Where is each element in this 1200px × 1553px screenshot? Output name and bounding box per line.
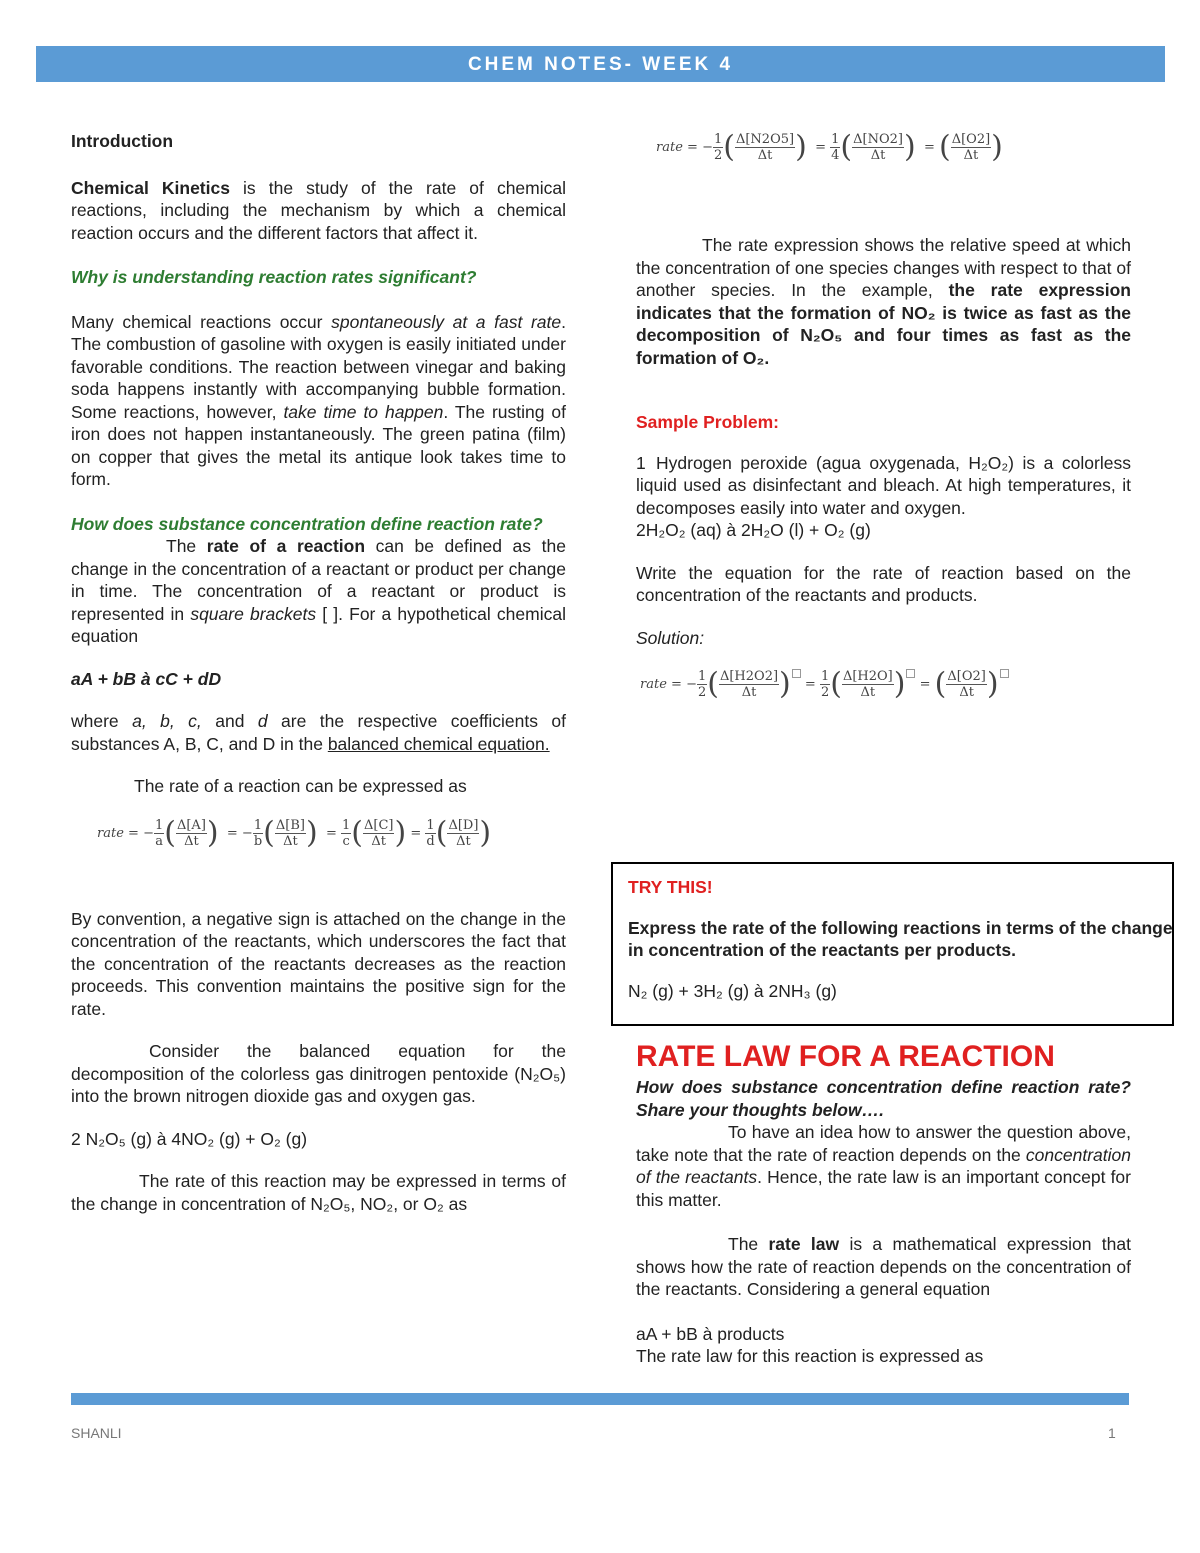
- fraction: [951, 132, 991, 163]
- numerator: 1: [426, 817, 435, 833]
- decomposition-paragraph: Consider the balanced equation for the decomposition of the colorless gas dinitrogen pentoxide (N₂O₅) into the brown nitrogen dioxide gas and oxygen gas.: [71, 1041, 566, 1106]
- rate-expressed-intro: The rate of a reaction can be expressed as: [134, 776, 467, 796]
- rate-law-expressed: The rate law for this reaction is expressed as: [636, 1346, 984, 1366]
- general-rate-formula: rate = − $\frac{1}{a}$ ( $\frac{\Delta[A]}{\Delta t}$ ) = − $\frac{1}{b}$ ( $\frac{\Delta[B]}{\Delta t}$ ) = $\frac{1}{c}$ ( $\frac{\Delta[C]}{\Delta t}$ ) = $\frac{1}{d}$ ( $\frac{\Delta[D]}{\Delta t}$ ): [97, 814, 492, 850]
- footer-divider: [71, 1393, 1129, 1405]
- text: is a mathematical expression that shows how the rate of reaction depends on the concentration of the reactants. Considering a general equation: [636, 1234, 1131, 1299]
- emphasis: take time to happen: [283, 401, 444, 422]
- rate-law-definition-paragraph: [636, 1233, 1131, 1301]
- denominator: 2: [697, 685, 707, 700]
- general-equation: aA + bB à cC + dD: [71, 668, 222, 689]
- fraction: [341, 818, 351, 849]
- rate-law-equation: aA + bB à products: [636, 1323, 785, 1344]
- placeholder-box: [1000, 669, 1009, 678]
- equals-sign: =: [923, 140, 935, 155]
- placeholder-box: [906, 669, 915, 678]
- fraction: [176, 818, 207, 849]
- denominator: 4: [831, 148, 840, 163]
- bold-term: rate of a reaction: [206, 536, 366, 556]
- emphasis: a, b, c,: [132, 711, 202, 731]
- text: To have an idea how to answer the question above, take note that the rate of reaction depends on the: [636, 1122, 1131, 1165]
- numerator: Δ[B]: [275, 817, 305, 833]
- fraction: [820, 669, 830, 700]
- fraction: [253, 818, 263, 849]
- equals-sign: =: [325, 825, 337, 841]
- kinetics-definition: is the study of the rate of chemical reactions, including the mechanism by which a chemical reaction occurs and the different factors that affect it.: [71, 177, 566, 243]
- equals-sign: =: [815, 140, 826, 155]
- h2o2-rate-formula: rate = − $\frac{1}{2}$ ( $\frac{\Delta[H2O2]}{\Delta t}$ ) = $\frac{1}{2}$ ( $\frac{\Delta[H2O]}{\Delta t}$ ) = ( $\frac{\Delta[O2]}{\Delta t}$ ): [636, 669, 1131, 729]
- text: Many chemical reactions occur: [71, 311, 332, 332]
- minus-sign: −: [143, 825, 154, 841]
- n2o5-equation: 2 N₂O₅ (g) à 4NO₂ (g) + O₂ (g): [71, 1128, 308, 1149]
- fraction: [852, 132, 904, 163]
- rate-label: rate =: [97, 825, 139, 841]
- numerator: Δ[H2O2]: [719, 669, 779, 684]
- fraction: [425, 818, 435, 849]
- emphasis: d: [257, 711, 268, 731]
- minus-sign: −: [702, 140, 713, 155]
- equals-sign: =: [410, 825, 422, 841]
- rate-law-heading: RATE LAW FOR A REACTION: [636, 1040, 1055, 1073]
- page-number: 1: [1108, 1425, 1116, 1441]
- fraction: [946, 669, 986, 700]
- problem-number: 1: [636, 452, 646, 473]
- numerator: Δ[D]: [448, 817, 479, 833]
- text: . Hence, the rate law is an important concept for this matter.: [636, 1167, 1131, 1210]
- try-this-title: TRY THIS!: [628, 877, 713, 897]
- relative-speed-paragraph: [636, 234, 1131, 369]
- fraction: [842, 669, 894, 700]
- kinetics-paragraph: [71, 177, 566, 245]
- denominator: Δt: [860, 685, 876, 700]
- denominator: Δt: [959, 685, 974, 700]
- question-concentration: How does substance concentration define reaction rate?: [71, 513, 543, 534]
- right-column: [636, 130, 1131, 729]
- equals-sign: =: [226, 825, 238, 841]
- fraction: [447, 818, 479, 849]
- numerator: Δ[A]: [176, 817, 206, 833]
- numerator: 1: [253, 817, 263, 833]
- try-this-instruction: Express the rate of the following reactions in terms of the change in concentration of the reactants per products.: [628, 917, 1173, 960]
- emphasis: concentration of the reactants: [636, 1144, 1131, 1187]
- rate-label: rate =: [640, 677, 682, 692]
- numerator: Δ[O2]: [947, 669, 986, 684]
- reaction-examples-paragraph: [71, 311, 566, 491]
- denominator: Δt: [870, 148, 886, 163]
- text: where: [71, 711, 133, 731]
- denominator: Δt: [371, 833, 387, 849]
- rate-definition-paragraph: [71, 535, 566, 648]
- fraction: [830, 132, 840, 163]
- underlined-term: balanced chemical equation.: [327, 733, 550, 754]
- numerator: Δ[O2]: [951, 132, 991, 147]
- kinetics-term: Chemical Kinetics: [71, 177, 230, 198]
- fraction: [697, 669, 707, 700]
- fraction: [275, 818, 306, 849]
- bold-term: rate law: [768, 1234, 840, 1254]
- numerator: 1: [697, 669, 707, 684]
- numerator: 1: [154, 817, 164, 833]
- equals-sign: =: [919, 677, 931, 692]
- denominator: b: [253, 833, 263, 849]
- numerator: Δ[NO2]: [853, 132, 903, 147]
- emphasis: spontaneously at a fast rate: [331, 311, 562, 332]
- sample-problem-heading: Sample Problem:: [636, 412, 779, 432]
- text: and: [201, 711, 258, 731]
- numerator: 1: [820, 669, 830, 684]
- rate-law-section: [636, 1076, 1131, 1368]
- left-column: [71, 130, 566, 1215]
- minus-sign: −: [686, 677, 697, 692]
- intro-heading: Introduction: [71, 131, 174, 151]
- question-reaction-rates: Why is understanding reaction rates significant?: [71, 267, 477, 287]
- denominator: 2: [820, 685, 830, 700]
- coefficients-paragraph: [71, 710, 566, 755]
- numerator: 1: [342, 817, 351, 833]
- numerator: Δ[N2O5]: [735, 132, 795, 147]
- denominator: 2: [713, 148, 723, 163]
- placeholder-box: [792, 669, 801, 678]
- rate-terms-paragraph: The rate of this reaction may be expressed in terms of the change in concentration of N₂O₅, NO₂, or O₂ as: [71, 1171, 566, 1214]
- h2o2-equation: 2H₂O₂ (aq) à 2H₂O (l) + O₂ (g): [636, 520, 871, 540]
- text: . The rusting of iron does not happen instantaneously. The green patina (film) on copper that gives the metal its antique look takes time to form.: [71, 401, 566, 489]
- numerator: 1: [713, 132, 723, 147]
- emphasis: square brackets: [190, 603, 317, 624]
- numerator: Δ[H2O]: [842, 669, 893, 684]
- n2o5-rate-formula: rate = − $\frac{1}{2}$ ( $\frac{\Delta[N2O5]}{\Delta t}$ ) = $\frac{1}{4}$ ( $\frac{\Delta[NO2]}{\Delta t}$ ) = ( $\frac{\Delta[O2]}{\Delta t}$ ): [656, 129, 1003, 165]
- text: are the respective coefficients of substances A, B, C, and D in the: [71, 711, 566, 754]
- problem-text: [636, 452, 1131, 520]
- rate-law-question: How does substance concentration define reaction rate? Share your thoughts below….: [636, 1077, 1131, 1120]
- numerator: 1: [831, 132, 840, 147]
- denominator: Δt: [184, 833, 199, 849]
- try-this-box: [611, 862, 1174, 1026]
- fraction: [735, 132, 795, 163]
- convention-paragraph: By convention, a negative sign is attached on the change in the concentration of the reactants, which underscores the fact that the concentration of the reactants decreases as the reaction proceeds. This convention maintains the positive sign for the rate.: [71, 908, 566, 1019]
- sample-problem-item: [636, 452, 1131, 520]
- fraction: [719, 669, 779, 700]
- text: Hydrogen peroxide (agua oxygenada, H₂O₂) is a colorless liquid used as disinfectant and bleach. At high temperatures, it decomposes easily into water and oxygen.: [636, 452, 1131, 518]
- write-equation-instruction: Write the equation for the rate of reaction based on the concentration of the reactants and products.: [636, 562, 1131, 605]
- denominator: a: [155, 833, 163, 849]
- rate-label: rate =: [656, 140, 698, 155]
- text: [ ]. For a hypothetical chemical equation: [71, 603, 566, 646]
- text: . The combustion of gasoline with oxygen is easily initiated under favorable conditions. The reaction between vinegar and baking soda happens instantly with accompanying bubble formation. Some reactions, however,: [71, 311, 566, 422]
- denominator: Δt: [757, 148, 773, 163]
- text: can be defined as the change in the concentration of a reactant or product per change in time. The concentration of a reactant or product is represented in: [71, 536, 566, 624]
- minus-sign: −: [241, 825, 253, 841]
- denominator: d: [426, 833, 435, 849]
- fraction: [363, 818, 394, 849]
- denominator: Δt: [283, 833, 298, 849]
- denominator: Δt: [963, 148, 979, 163]
- text: The: [166, 536, 207, 556]
- bold-conclusion: the rate expression indicates that the formation of NO₂ is twice as fast as the decomposition of N₂O₅ and four times as fast as the formation of O₂.: [636, 280, 1131, 368]
- fraction: [154, 818, 164, 849]
- equals-sign: =: [804, 677, 816, 692]
- rate-law-intro-paragraph: [636, 1121, 1131, 1211]
- text: The: [728, 1234, 769, 1254]
- denominator: Δt: [741, 685, 757, 700]
- footer-author: SHANLI: [71, 1425, 122, 1441]
- text: The rate expression shows the relative speed at which the concentration of one species changes with respect to that of another species. In the example,: [636, 235, 1131, 300]
- fraction: [713, 132, 723, 163]
- denominator: c: [342, 833, 350, 849]
- denominator: Δt: [456, 833, 471, 849]
- solution-label: Solution:: [636, 627, 705, 648]
- try-this-equation: N₂ (g) + 3H₂ (g) à 2NH₃ (g): [628, 980, 837, 1001]
- page-title: CHEM NOTES- WEEK 4: [467, 54, 734, 75]
- numerator: Δ[C]: [364, 817, 394, 833]
